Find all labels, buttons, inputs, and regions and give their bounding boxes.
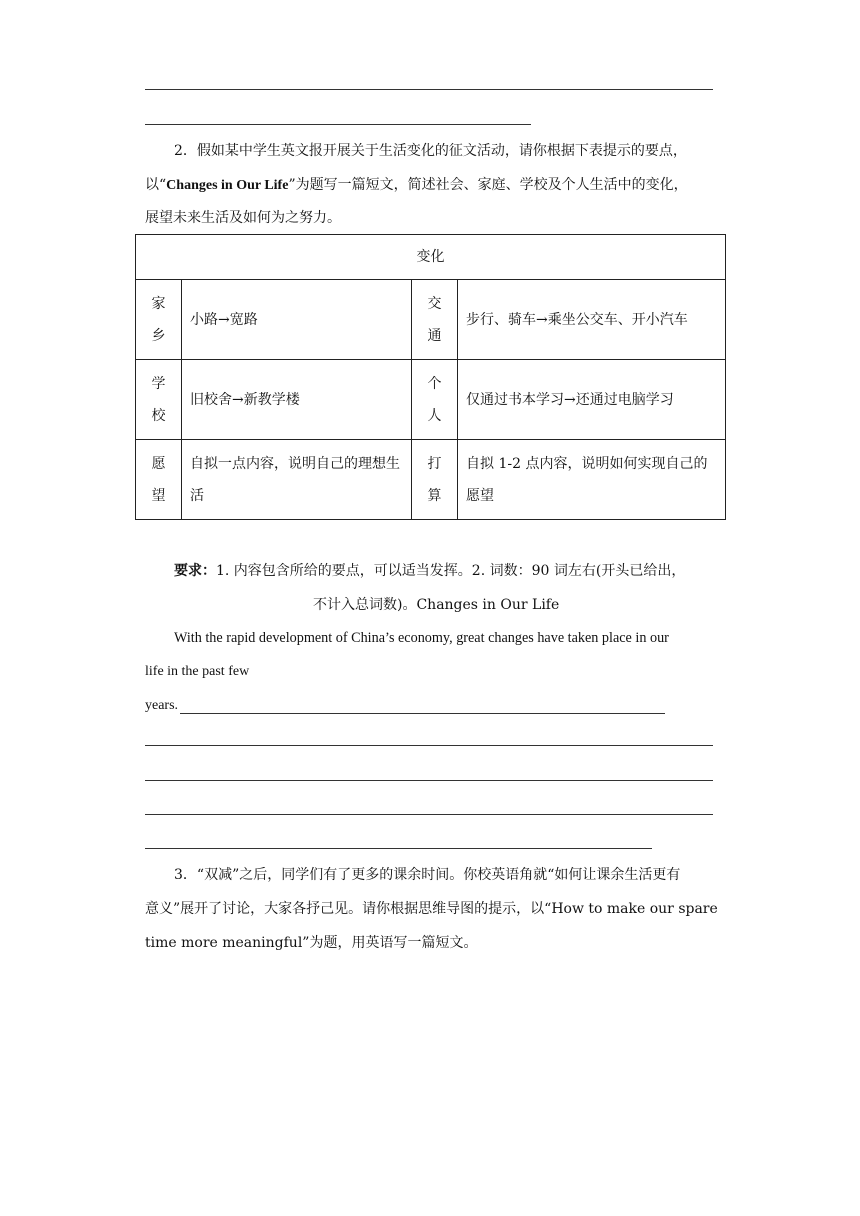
table-content-cell: 旧校舍→新教学楼	[182, 360, 412, 440]
table-label-cell: 打算	[412, 440, 458, 520]
requirements-text: 1. 内容包含所给的要点，可以适当发挥。2. 词数：90 词左右(开头已给出，	[216, 563, 686, 579]
table-label-cell: 个人	[412, 360, 458, 440]
table-label-cell: 家乡	[136, 280, 182, 360]
answer-line	[180, 713, 665, 714]
q3-line-2: 意义”展开了讨论，大家各抒己见。请你根据思维导图的提示，以“How to make our spare	[145, 901, 718, 917]
essay-line-2: life in the past few	[145, 664, 250, 679]
table-label-cell: 愿望	[136, 440, 182, 520]
answer-line	[145, 745, 713, 746]
q2-line-2	[145, 175, 688, 196]
requirements-line-2: 不计入总词数)。Changes in Our Life	[313, 597, 560, 613]
answer-line	[145, 814, 713, 815]
answer-line	[145, 848, 652, 849]
table-content-cell: 步行、骑车→乘坐公交车、开小汽车	[458, 280, 726, 360]
table-content-cell: 小路→宽路	[182, 280, 412, 360]
q2-line-1: 2．假如某中学生英文报开展关于生活变化的征文活动，请你根据下表提示的要点，	[174, 143, 687, 159]
changes-table	[135, 234, 726, 520]
answer-line	[145, 124, 531, 125]
table-content-cell: 自拟一点内容，说明自己的理想生活	[182, 440, 412, 520]
table-row	[136, 360, 726, 440]
q2-line-2-pre: 以“	[145, 177, 167, 193]
q3-line-1: 3．“双减”之后，同学们有了更多的课余时间。你校英语角就“如何让课余生活更有	[174, 867, 681, 883]
requirements-label: 要求：	[174, 563, 216, 579]
answer-line	[145, 780, 713, 781]
table-row	[136, 440, 726, 520]
table-label-cell: 学校	[136, 360, 182, 440]
table-label-cell: 交通	[412, 280, 458, 360]
table-header: 变化	[136, 235, 726, 280]
table-row	[136, 280, 726, 360]
requirements-line-1	[174, 561, 685, 581]
table-content-cell: 自拟 1-2 点内容，说明如何实现自己的愿望	[458, 440, 726, 520]
table-content-cell: 仅通过书本学习→还通过电脑学习	[458, 360, 726, 440]
answer-line	[145, 89, 713, 90]
essay-title: Changes in Our Life	[166, 178, 289, 193]
essay-line-3: years.	[145, 698, 179, 713]
q2-line-3: 展望未来生活及如何为之努力。	[145, 210, 341, 226]
q3-line-3: time more meaningful”为题，用英语写一篇短文。	[145, 935, 478, 951]
q2-line-2-post: ”为题写一篇短文，简述社会、家庭、学校及个人生活中的变化，	[288, 177, 688, 193]
essay-line-1: With the rapid development of China’s economy, great changes have taken place in our	[174, 630, 669, 646]
